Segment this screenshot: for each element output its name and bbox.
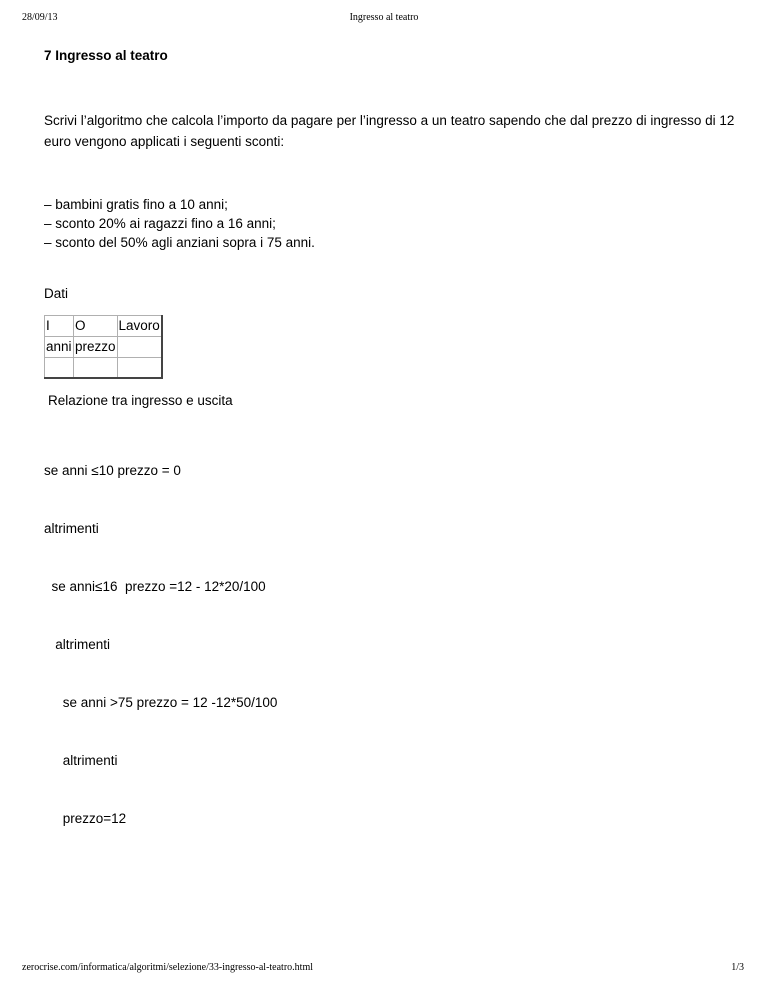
table-header-row [45,316,162,337]
relazione-heading: Relazione tra ingresso e uscita [48,393,233,408]
table-header-cell: O [74,316,118,337]
algorithm-line: prezzo=12 [44,811,127,826]
print-page-title: Ingresso al teatro [349,12,419,23]
list-item: – bambini gratis fino a 10 anni; [44,197,228,212]
algorithm-line: altrimenti [44,637,111,652]
dati-heading: Dati [44,286,69,301]
intro-line: Scrivi l’algoritmo che calcola l’importo da pagare per l’ingresso a un teatro sapendo che dal prezzo di ingresso di 12 [44,113,735,128]
algorithm-line: se anni >75 prezzo = 12 -12*50/100 [44,695,278,710]
table-header-cell: Lavoro [117,316,162,337]
table-header-cell: I [45,316,74,337]
discount-list [44,195,315,252]
algorithm-line: se anni ≤10 prezzo = 0 [44,463,181,478]
print-date: 28/09/13 [22,12,58,23]
algorithm-block [44,421,277,867]
intro-paragraph [44,111,768,153]
table-cell: anni [45,337,74,358]
algorithm-line: se anni≤16 prezzo =12 - 12*20/100 [44,579,266,594]
algorithm-line: altrimenti [44,753,118,768]
article-title: 7 Ingresso al teatro [44,48,168,63]
table-row [45,337,162,358]
table-cell [117,358,162,379]
table-row [45,358,162,379]
table-cell: prezzo [74,337,118,358]
list-item: – sconto del 50% agli anziani sopra i 75 anni. [44,235,315,250]
table-cell [74,358,118,379]
print-url: zerocrise.com/informatica/algoritmi/selezione/33-ingresso-al-teatro.html [22,962,314,973]
list-item: – sconto 20% ai ragazzi fino a 16 anni; [44,216,276,231]
data-table [44,315,163,379]
table-cell [117,337,162,358]
print-page-number: 1/3 [731,962,744,973]
intro-line: euro vengono applicati i seguenti sconti: [44,134,285,149]
algorithm-line: altrimenti [44,521,99,536]
table-cell [45,358,74,379]
